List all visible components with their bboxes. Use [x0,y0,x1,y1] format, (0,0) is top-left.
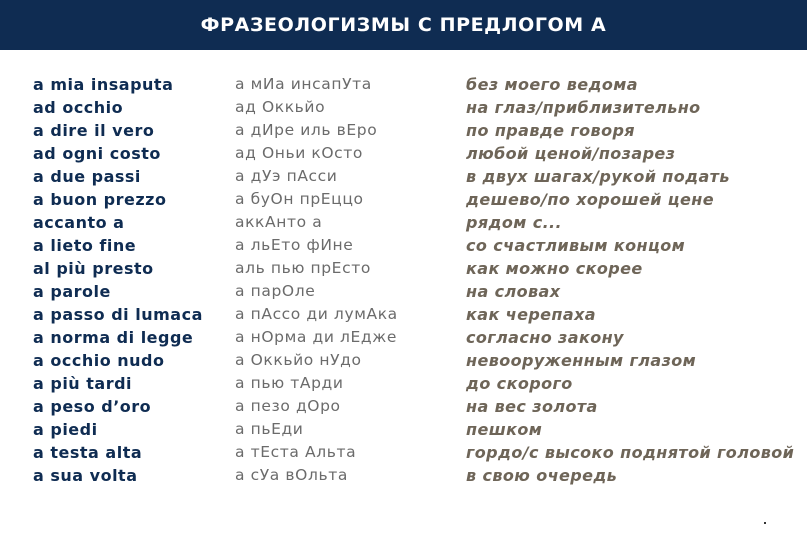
italian-phrase: a più tardi [33,374,133,393]
translation: по правде говоря [466,121,635,140]
phrase-row [33,441,793,464]
phrase-row [33,303,793,326]
translation: в двух шагах/рукой подать [466,167,730,186]
pronunciation: а льЕто фИне [235,236,354,254]
italian-phrase: a testa alta [33,443,143,462]
translation: в свою очередь [466,466,618,485]
phrase-row [33,395,793,418]
italian-phrase: a parole [33,282,111,301]
page-header [0,0,807,50]
page-title: ФРАЗЕОЛОГИЗМЫ С ПРЕДЛОГОМ А [200,14,607,36]
pronunciation: ад Оккьйо [235,98,326,116]
pronunciation: а буОн прЕццо [235,190,364,208]
translation: на словах [466,282,561,301]
pronunciation: а пью тАрди [235,374,344,392]
pronunciation: а пьЕди [235,420,304,438]
pronunciation: а Оккьйо нУдо [235,351,362,369]
translation: на глаз/приблизительно [466,98,701,117]
translation: как черепаха [466,305,596,324]
phrase-row [33,142,793,165]
pronunciation: а пезо дОро [235,397,341,415]
pronunciation: а дУэ пАсси [235,167,338,185]
italian-phrase: a lieto fine [33,236,137,255]
pronunciation: а дИре иль вЕро [235,121,378,139]
phrase-row [33,234,793,257]
italian-phrase: a due passi [33,167,141,186]
italian-phrase: ad ogni costo [33,144,161,163]
stray-dot [764,522,766,524]
pronunciation: а тЕста Альта [235,443,357,461]
italian-phrase: accanto a [33,213,125,232]
italian-phrase: a sua volta [33,466,138,485]
translation: дешево/по хорошей цене [466,190,714,209]
translation: до скорого [466,374,573,393]
pronunciation: а нОрма ди лЕдже [235,328,397,346]
pronunciation: аккАнто а [235,213,323,231]
italian-phrase: a mia insaputa [33,75,174,94]
italian-phrase: a buon prezzo [33,190,167,209]
phrase-row [33,119,793,142]
phrase-row [33,464,793,487]
translation: согласно закону [466,328,624,347]
italian-phrase: al più presto [33,259,154,278]
translation: без моего ведома [466,75,638,94]
translation: как можно скорее [466,259,643,278]
translation: гордо/с высоко поднятой головой [466,443,795,462]
phrase-row [33,165,793,188]
phrase-row [33,280,793,303]
italian-phrase: a piedi [33,420,98,439]
italian-phrase: a occhio nudo [33,351,165,370]
phrase-table [33,73,793,487]
pronunciation: а сУа вОльта [235,466,348,484]
pronunciation: а парОле [235,282,316,300]
translation: невооруженным глазом [466,351,697,370]
italian-phrase: ad occhio [33,98,124,117]
phrase-row [33,418,793,441]
italian-phrase: a peso d’oro [33,397,152,416]
phrase-row [33,257,793,280]
phrase-row [33,96,793,119]
phrase-row [33,372,793,395]
phrase-row [33,326,793,349]
pronunciation: а мИа инсапУта [235,75,372,93]
phrase-row [33,211,793,234]
pronunciation: аль пью прЕсто [235,259,371,277]
translation: на вес золота [466,397,598,416]
translation: со счастливым концом [466,236,686,255]
pronunciation: а пАссо ди лумАка [235,305,398,323]
italian-phrase: a norma di legge [33,328,194,347]
italian-phrase: a passo di lumaca [33,305,203,324]
pronunciation: ад Оньи кОсто [235,144,364,162]
translation: рядом с... [466,213,563,232]
phrase-row [33,349,793,372]
translation: пешком [466,420,543,439]
translation: любой ценой/позарез [466,144,676,163]
italian-phrase: a dire il vero [33,121,155,140]
phrase-row [33,73,793,96]
phrase-row [33,188,793,211]
